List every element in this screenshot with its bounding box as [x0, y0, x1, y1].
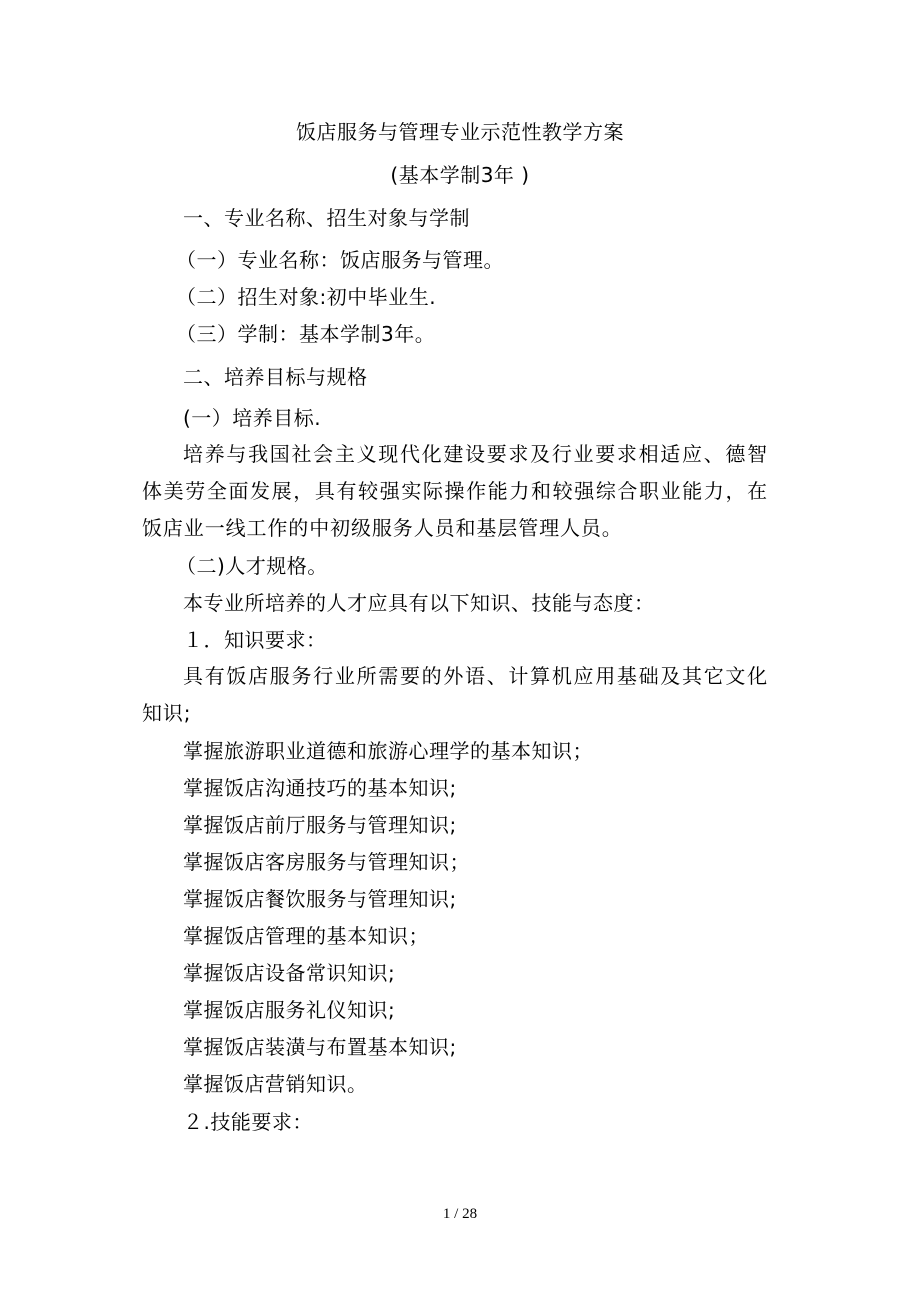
knowledge-item: 掌握饭店服务礼仪知识; — [183, 998, 396, 1022]
document-title: 饭店服务与管理专业示范性教学方案 — [296, 120, 624, 144]
knowledge-item: 掌握饭店餐饮服务与管理知识; — [183, 887, 457, 911]
knowledge-item: 掌握饭店营销知识。 — [183, 1072, 368, 1096]
knowledge-heading: １．知识要求： — [183, 628, 327, 652]
knowledge-item: 掌握饭店前厅服务与管理知识; — [183, 813, 457, 837]
item-enrollment-target: （二）招生对象:初中毕业生. — [176, 285, 437, 309]
knowledge-paragraph: 具有饭店服务行业所需要的外语、计算机应用基础及其它文化知识; — [142, 664, 768, 725]
goal-paragraph: 培养与我国社会主义现代化建设要求及行业要求相适应、德智体美劳全面发展，具有较强实际操作能力和较强综合职业能力，在饭店业一线工作的中初级服务人员和基层管理人员。 — [142, 442, 768, 540]
item-duration: （三）学制：基本学制3年。 — [176, 322, 436, 346]
section-heading-2: 二、培养目标与规格 — [183, 365, 368, 389]
spec-intro: 本专业所培养的人才应具有以下知识、技能与态度： — [183, 591, 655, 615]
page-number: 1 / 28 — [442, 1206, 478, 1222]
skills-heading: ２.技能要求： — [183, 1110, 313, 1134]
subheading-training-goal: (一）培养目标. — [183, 406, 322, 430]
knowledge-item: 掌握饭店客房服务与管理知识； — [183, 850, 470, 874]
knowledge-item: 掌握饭店管理的基本知识； — [183, 924, 429, 948]
knowledge-item: 掌握饭店装潢与布置基本知识; — [183, 1035, 457, 1059]
knowledge-item: 掌握旅游职业道德和旅游心理学的基本知识； — [183, 739, 593, 763]
subheading-talent-spec: （二)人才规格。 — [176, 554, 328, 578]
knowledge-item: 掌握饭店设备常识知识; — [183, 961, 396, 985]
item-major-name: （一）专业名称：饭店服务与管理。 — [176, 248, 504, 272]
knowledge-item: 掌握饭店沟通技巧的基本知识; — [183, 776, 457, 800]
section-heading-1: 一、专业名称、招生对象与学制 — [183, 206, 470, 230]
document-subtitle: (基本学制3年 ) — [390, 163, 530, 187]
